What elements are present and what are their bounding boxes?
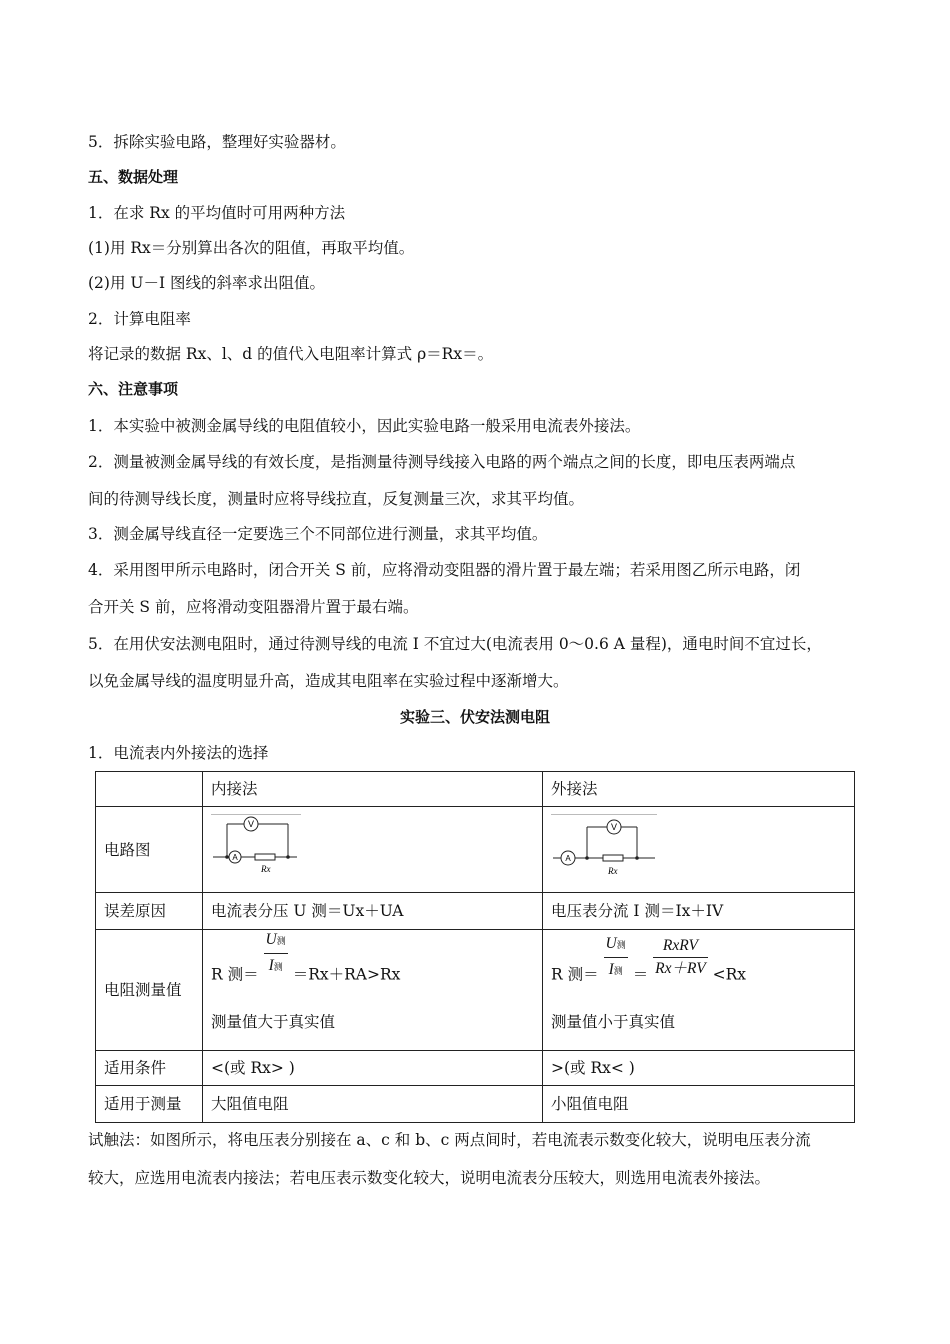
outer-measure-note: 测量值小于真实值 [551, 1012, 676, 1031]
circuit-outer-cell [543, 807, 855, 893]
experiment-3-title: 实验三、伏安法测电阻 [399, 708, 550, 726]
data-item-2-text: 将记录的数据 Rx、l、d 的值代入电阻率计算式 ρ＝Rx＝。 [88, 345, 494, 363]
outer-u-over-i-fraction: $\frac{\text{U测}}{\text{I测}}$ [605, 934, 626, 978]
trial-method-text-cont: 较大，应选用电流表内接法；若电压表示数变化较大，说明电流表分压较大，则选用电流表外接法。 [88, 1169, 771, 1187]
section-heading-notes: 六、注意事项 [88, 380, 179, 398]
inner-measure-note: 测量值大于真实值 [211, 1012, 336, 1031]
note-4: 4．采用图甲所示电路时，闭合开关 S 前，应将滑动变阻器的滑片置于最左端；若采用图乙所示电路，闭 [88, 561, 801, 579]
header-inner: 内接法 [203, 772, 543, 807]
condition-inner: <(或 Rx> ) [203, 1051, 543, 1086]
inner-circuit-diagram [211, 814, 301, 880]
row-label-use: 适用于测量 [96, 1086, 203, 1123]
note-4-cont: 合开关 S 前，应将滑动变阻器滑片置于最右端。 [88, 598, 419, 616]
note-5: 5．在用伏安法测电阻时，通过待测导线的电流 I 不宜过大(电流表用 0～0.6 A 量程)，通电时间不宜过长， [88, 635, 822, 653]
note-2: 2．测量被测金属导线的有效长度，是指测量待测导线接入电路的两个端点之间的长度，即电压表两端点 [88, 453, 796, 471]
row-label-condition: 适用条件 [96, 1051, 203, 1086]
data-item-2: 2．计算电阻率 [88, 310, 191, 328]
use-outer: 小阻值电阻 [543, 1086, 855, 1123]
inner-equation: ＝Rx＋RA>Rx [292, 965, 401, 983]
condition-outer: >(或 Rx< ) [543, 1051, 855, 1086]
outer-r-prefix: R 测＝ [551, 965, 599, 983]
outer-circuit-diagram [551, 814, 657, 880]
row-label-measure: 电阻测量值 [96, 930, 203, 1051]
measure-outer-cell [543, 930, 855, 1051]
inner-r-prefix: R 测＝ [211, 965, 259, 983]
header-outer: 外接法 [543, 772, 855, 807]
data-method-2: (2)用 U－I 图线的斜率求出阻值。 [88, 274, 325, 292]
table-row [96, 930, 855, 1051]
svg-text:A: A [565, 854, 571, 863]
trial-method-text: 试触法：如图所示，将电压表分别接在 a、c 和 b、c 两点间时，若电流表示数变化较大，说明电压表分流 [88, 1131, 811, 1149]
subsection-1: 1．电流表内外接法的选择 [88, 744, 269, 762]
outer-equation: <Rx [712, 965, 747, 983]
error-outer: 电压表分流 I 测＝Ix＋IV [543, 893, 855, 930]
table-row [96, 807, 855, 893]
note-5-cont: 以免金属导线的温度明显升高，造成其电阻率在实验过程中逐渐增大。 [88, 672, 569, 690]
row-label-circuit: 电路图 [96, 807, 203, 893]
error-inner: 电流表分压 U 测＝Ux＋UA [203, 893, 543, 930]
note-2-cont: 间的待测导线长度，测量时应将导线拉直，反复测量三次，求其平均值。 [88, 490, 585, 508]
svg-text:V: V [247, 819, 255, 829]
data-method-1: (1)用 Rx＝分别算出各次的阻值，再取平均值。 [88, 239, 415, 257]
data-item-1: 1．在求 Rx 的平均值时可用两种方法 [88, 204, 346, 222]
inner-u-over-i-fraction: $\frac{\text{U测}}{\text{I测}}$ [265, 930, 286, 974]
table-row [96, 1086, 855, 1123]
measure-inner-cell [203, 930, 543, 1051]
svg-text:V: V [610, 822, 618, 832]
header-empty [96, 772, 203, 807]
row-label-error: 误差原因 [96, 893, 203, 930]
note-3: 3．测金属导线直径一定要选三个不同部位进行测量，求其平均值。 [88, 525, 548, 543]
table-row [96, 893, 855, 930]
use-inner: 大阻值电阻 [203, 1086, 543, 1123]
step-5: 5．拆除实验电路，整理好实验器材。 [88, 133, 346, 151]
outer-equals: ＝ [632, 965, 649, 983]
section-heading-data: 五、数据处理 [88, 168, 179, 186]
svg-text:A: A [232, 853, 238, 862]
resistor-icon [255, 854, 275, 860]
table-row [96, 1051, 855, 1086]
resistor-icon [603, 855, 623, 861]
table-row [96, 772, 855, 807]
circuit-inner-cell [203, 807, 543, 893]
comparison-table [95, 771, 855, 1123]
svg-text:Rx: Rx [608, 866, 618, 876]
note-1: 1．本实验中被测金属导线的电阻值较小，因此实验电路一般采用电流表外接法。 [88, 417, 641, 435]
parallel-resistance-fraction: $\frac{\text{RxRV}}{Rx+RV}$ [655, 936, 706, 977]
svg-text:Rx: Rx [261, 864, 271, 874]
